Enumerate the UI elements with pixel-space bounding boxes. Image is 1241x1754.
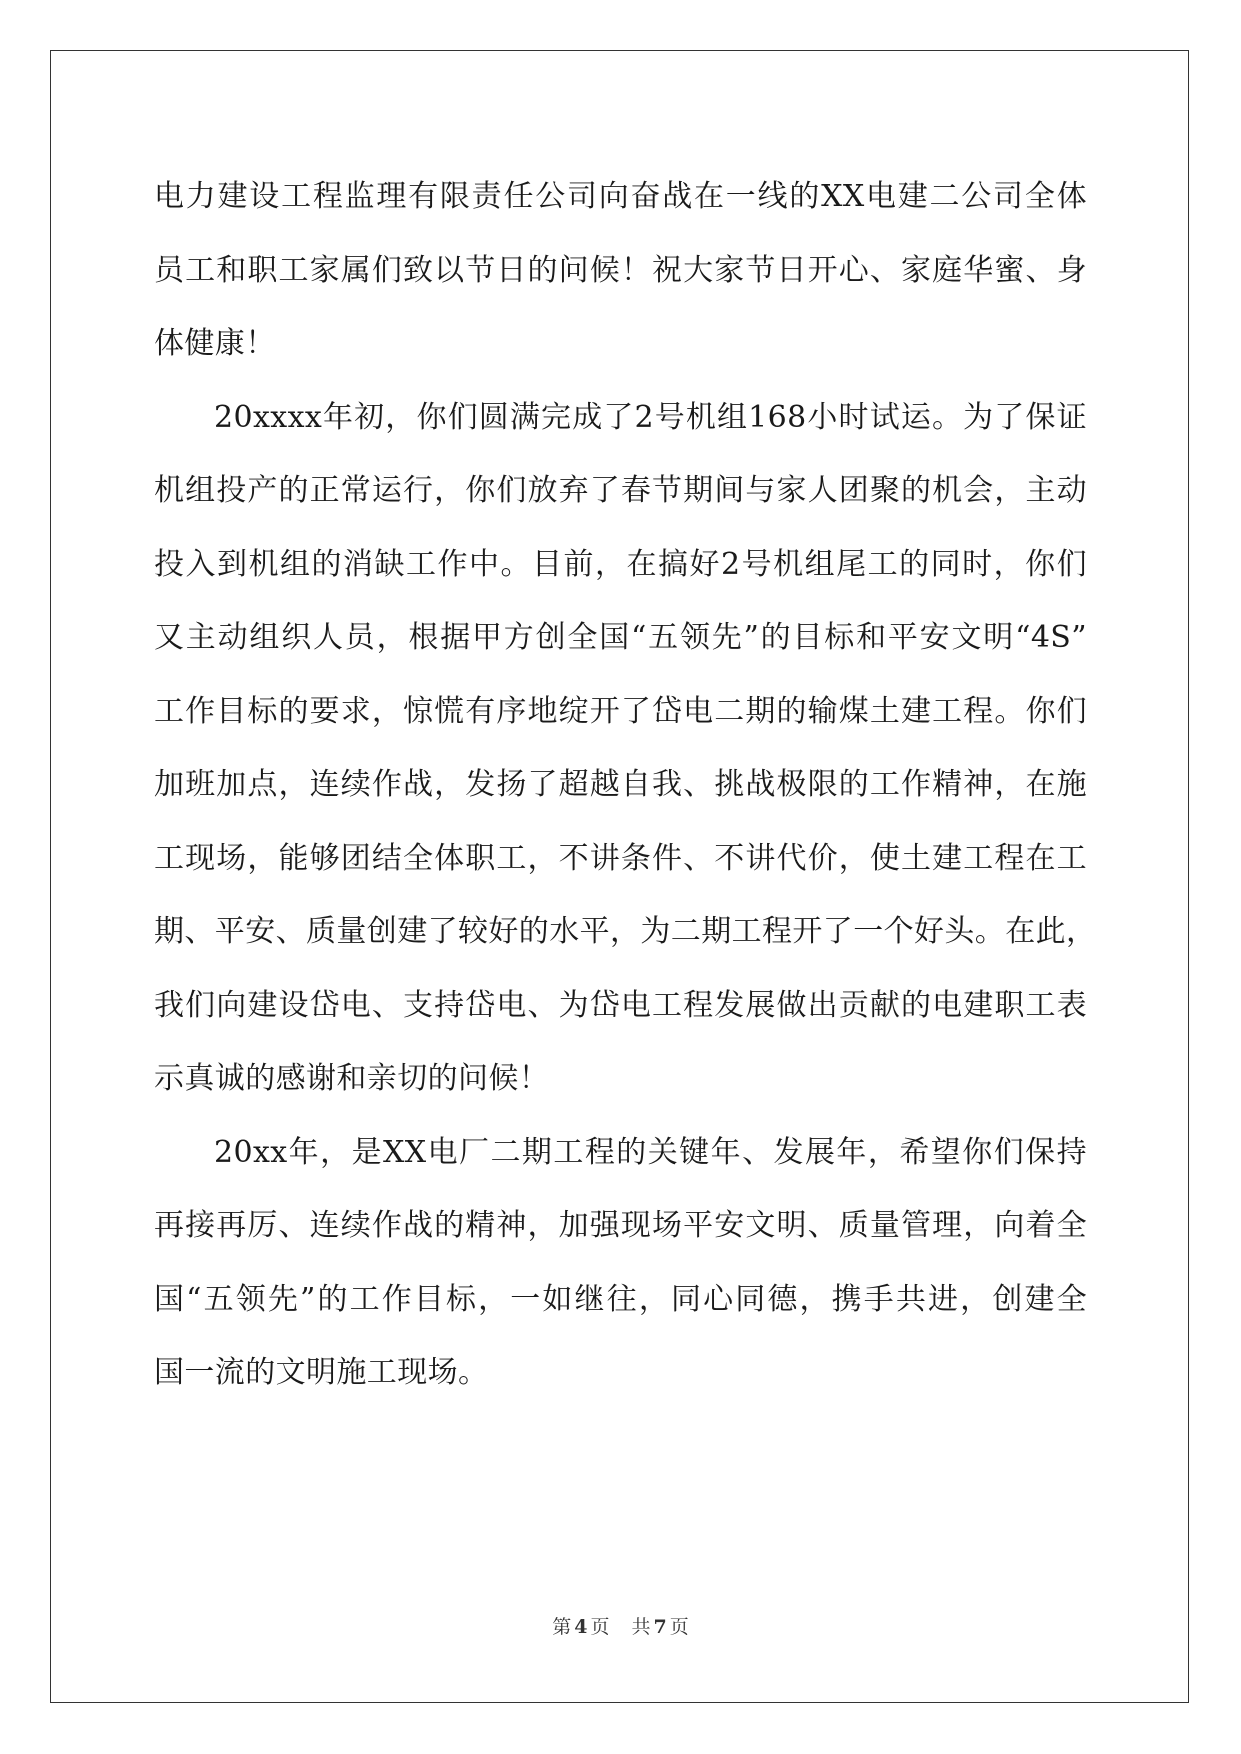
current-page-number: 4 <box>574 1616 588 1638</box>
total-prefix: 共 <box>631 1616 651 1638</box>
page-prefix: 第 <box>552 1616 572 1638</box>
text-line: 员工和职工家属们致以节日的问候！祝大家节日开心、家庭华蜜、身 <box>154 252 1087 288</box>
text-line: 国一流的文明施工现场。 <box>154 1355 489 1390</box>
text-line: 国“五领先”的工作目标，一如继往，同心同德，携手共进，创建全 <box>154 1281 1087 1317</box>
text-line: 再接再厉、连续作战的精神，加强现场平安文明、质量管理，向着全 <box>154 1208 1087 1243</box>
text-line: 机组投产的正常运行，你们放弃了春节期间与家人团聚的机会，主动 <box>154 473 1087 508</box>
document-body <box>154 160 1097 1410</box>
text-line: 20xx年，是XX电厂二期工程的关键年、发展年，希望你们保持 <box>214 1134 1087 1170</box>
page-suffix: 页 <box>590 1616 610 1638</box>
text-line: 电力建设工程监理有限责任公司向奋战在一线的XX电建二公司全体 <box>154 179 1087 214</box>
total-suffix: 页 <box>669 1616 689 1638</box>
text-line: 加班加点，连续作战，发扬了超越自我、挑战极限的工作精神，在施 <box>154 767 1087 802</box>
text-line: 工作目标的要求，惊慌有序地绽开了岱电二期的输煤土建工程。你们 <box>154 693 1087 729</box>
text-line: 期、平安、质量创建了较好的水平，为二期工程开了一个好头。在此， <box>154 914 1097 949</box>
text-line: 体健康！ <box>154 326 276 361</box>
text-line: 我们向建设岱电、支持岱电、为岱电工程发展做出贡献的电建职工表 <box>154 987 1087 1023</box>
page-number-footer <box>0 1612 1241 1639</box>
total-page-count: 7 <box>653 1616 667 1638</box>
text-line: 示真诚的感谢和亲切的问候！ <box>154 1061 550 1096</box>
text-line: 工现场，能够团结全体职工，不讲条件、不讲代价，使土建工程在工 <box>154 840 1087 876</box>
text-line: 又主动组织人员，根据甲方创全国“五领先”的目标和平安文明“4S” <box>154 620 1087 655</box>
text-line: 20xxxx年初，你们圆满完成了2号机组168小时试运。为了保证 <box>214 399 1087 435</box>
text-line: 投入到机组的消缺工作中。目前，在搞好2号机组尾工的同时，你们 <box>154 546 1087 582</box>
